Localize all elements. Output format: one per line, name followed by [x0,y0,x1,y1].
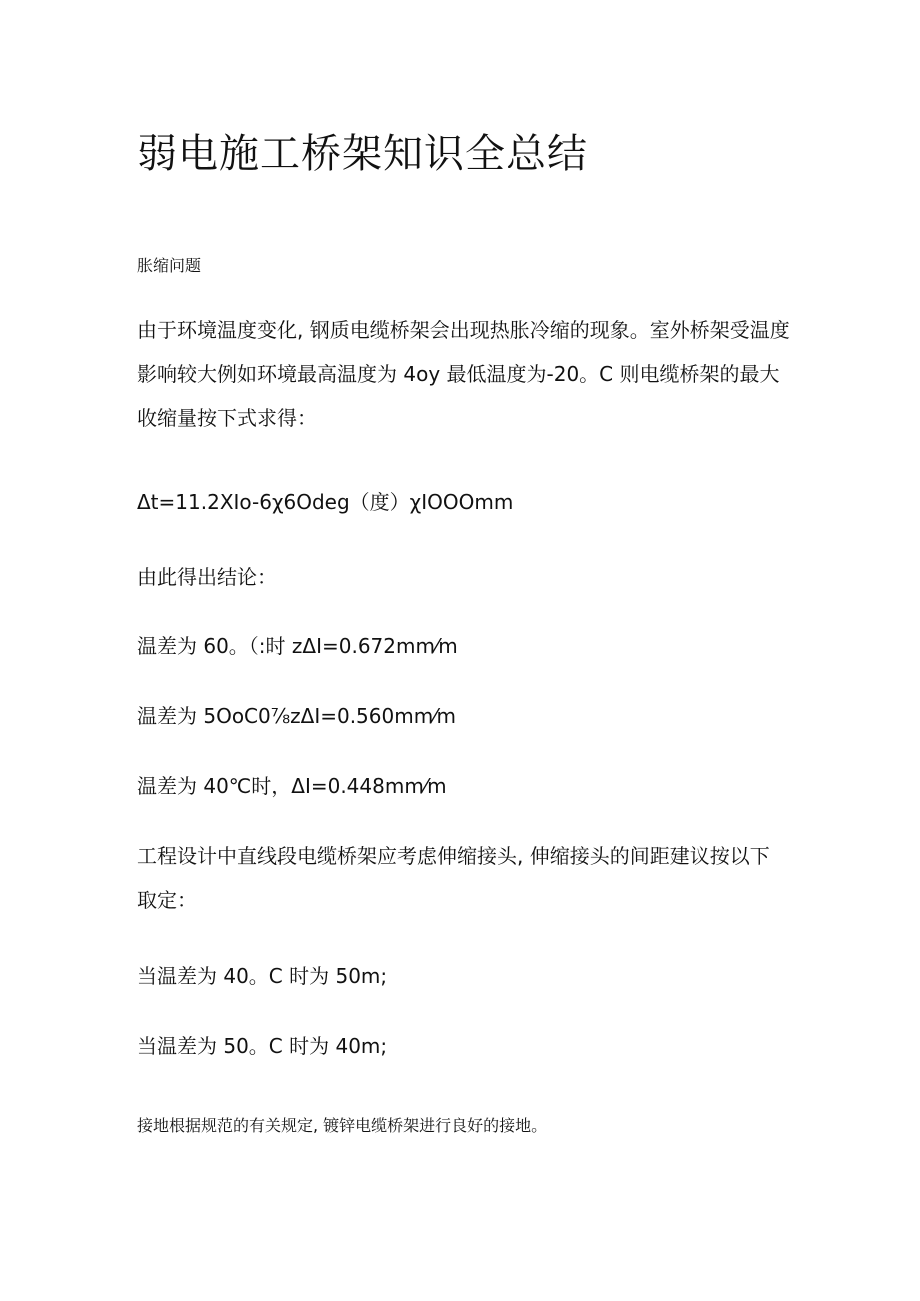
result-line: 温差为 60。（:时 zΔI=0.672mm⁄m [137,634,458,658]
design-paragraph [137,834,797,922]
grounding-note: 接地根据规范的有关规定, 镀锌电缆桥架进行良好的接地。 [137,1116,548,1135]
document-title: 弱电施工桥架知识全总结 [137,131,588,177]
spacing-rule: 当温差为 50。C 时为 40m; [137,1034,388,1058]
design-line: 取定： [137,888,197,912]
result-line: 温差为 40℃时，ΔI=0.448mm⁄m [137,774,447,798]
formula: Δt=11.2XIo-6χ6Odeg（度）χIOOOmm [137,490,514,514]
intro-line: 收缩量按下式求得： [137,406,317,430]
section-heading: 胀缩问题 [137,256,202,275]
intro-line: 由于环境温度变化, 钢质电缆桥架会出现热胀冷缩的现象。室外桥架受温度 [137,318,790,342]
result-line: 温差为 5OoC0⅞zΔI=0.560mm⁄m [137,704,457,728]
conclusion-label: 由此得出结论： [137,565,277,589]
intro-paragraph [137,308,797,440]
spacing-rule: 当温差为 40。C 时为 50m; [137,964,388,988]
intro-line: 影响较大例如环境最高温度为 4oy 最低温度为-20。C 则电缆桥架的最大 [137,362,780,386]
design-line: 工程设计中直线段电缆桥架应考虑伸缩接头, 伸缩接头的间距建议按以下 [137,844,770,868]
